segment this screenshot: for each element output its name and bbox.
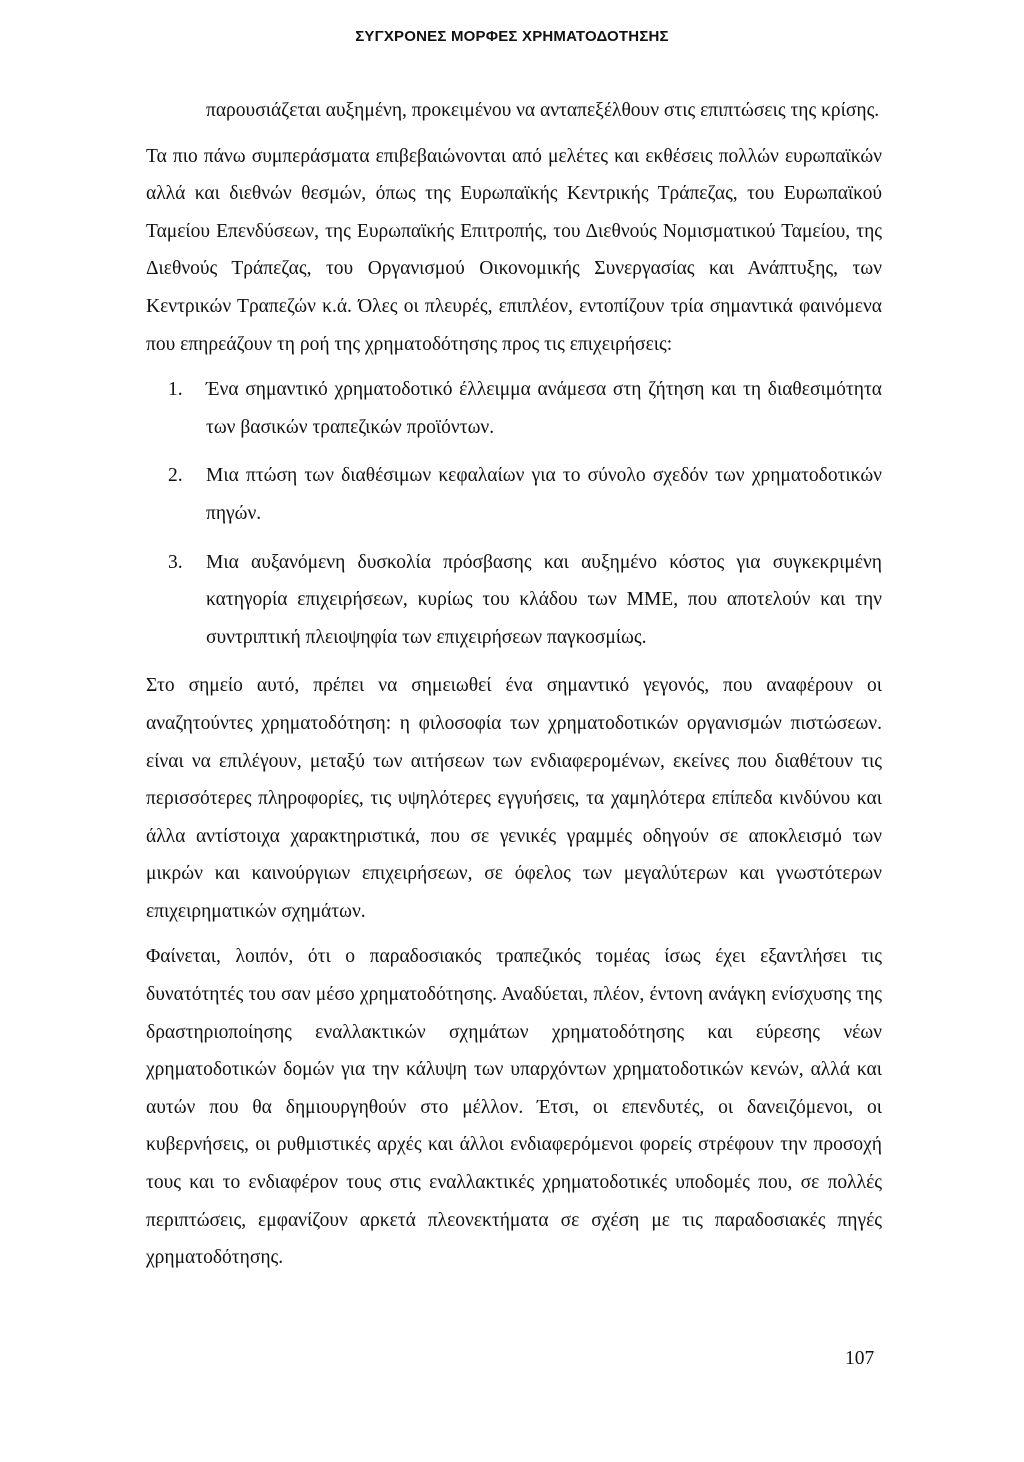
continuation-paragraph: παρουσιάζεται αυξημένη, προκειμένου να ανταπεξέλθουν στις επιπτώσεις της κρίσης.	[206, 100, 880, 121]
body-text	[146, 92, 882, 1277]
list-item	[146, 371, 882, 446]
list-item-number: 2.	[168, 465, 183, 487]
paragraph-conclusions: Τα πιο πάνω συμπεράσματα επιβεβαιώνονται από μελέτες και εκθέσεις πολλών ευρωπαϊκών αλλά και διεθνών θεσμών, όπως της Ευρωπαϊκής Κεντρικής Τράπεζας, του Ευρωπαϊκού Ταμείου Επενδύσεων, της Ευρωπαϊκής Επιτροπής, του Διεθνούς Νομισματικού Ταμείου, της Διεθνούς Τράπεζας, του Οργανισμού Οικονομικής Συνεργασίας και Ανάπτυξης, των Κεντρικών Τραπεζών κ.ά. Όλες οι πλευρές, επιπλέον, εντοπίζουν τρία σημαντικά φαινόμενα που επηρεάζουν τη ροή της χρηματοδότησης προς τις επιχειρήσεις:	[146, 145, 882, 355]
running-header: ΣΥΓΧΡΟΝΕΣ ΜΟΡΦΕΣ ΧΡΗΜΑΤΟΔΟΤΗΣΗΣ	[355, 28, 669, 45]
list-item-number: 3.	[168, 551, 183, 573]
list-item	[146, 544, 882, 657]
page-number: 107	[845, 1348, 875, 1369]
list-item-number: 1.	[168, 379, 183, 401]
paragraph-credit-philosophy: Στο σημείο αυτό, πρέπει να σημειωθεί ένα σημαντικό γεγονός, που αναφέρουν οι αναζητούντες χρηματοδότηση: η φιλοσοφία των χρηματοδοτικών οργανισμών πιστώσεων. είναι να επιλέγουν, μεταξύ των αιτήσεων των ενδιαφερομένων, εκείνες που διαθέτουν τις περισσότερες πληροφορίες, τις υψηλότερες εγγυήσεις, τα χαμηλότερα επίπεδα κινδύνου και άλλα αντίστοιχα χαρακτηριστικά, που σε γενικές γραμμές οδηγούν σε αποκλεισμό των μικρών και καινούργιων επιχειρήσεων, σε όφελος των μεγαλύτερων και γνωστότερων επιχειρηματικών σχημάτων.	[146, 675, 882, 922]
list-item	[146, 457, 882, 532]
list-item-text: Μια πτώση των διαθέσιμων κεφαλαίων για το σύνολο σχεδόν των χρηματοδοτικών πηγών.	[206, 465, 882, 524]
paragraph-alternative-financing: Φαίνεται, λοιπόν, ότι ο παραδοσιακός τραπεζικός τομέας ίσως έχει εξαντλήσει τις δυνατότητές του σαν μέσο χρηματοδότησης. Αναδύεται, πλέον, έντονη ανάγκη ενίσχυσης της δραστηριοποίησης εναλλακτικών σχημάτων χρηματοδότησης και εύρεσης νέων χρηματοδοτικών δομών για την κάλυψη των υπαρχόντων χρηματοδοτικών κενών, αλλά και αυτών που θα δημιουργηθούν στο μέλλον. Έτσι, οι επενδυτές, οι δανειζόμενοι, οι κυβερνήσεις, οι ρυθμιστικές αρχές και άλλοι ενδιαφερόμενοι φορείς στρέφουν την προσοχή τους και το ενδιαφέρον τους στις εναλλακτικές χρηματοδοτικές υποδομές που, σε πολλές περιπτώσεις, εμφανίζουν αρκετά πλεονεκτήματα σε σχέση με τις παραδοσιακές πηγές χρηματοδότησης.	[146, 946, 882, 1269]
list-item-text: Ένα σημαντικό χρηματοδοτικό έλλειμμα ανάμεσα στη ζήτηση και τη διαθεσιμότητα των βασικών τραπεζικών προϊόντων.	[206, 379, 882, 438]
phenomena-list	[146, 371, 882, 656]
list-item-text: Μια αυξανόμενη δυσκολία πρόσβασης και αυξημένο κόστος για συγκεκριμένη κατηγορία επιχειρήσεων, κυρίως του κλάδου των ΜΜΕ, που αποτελούν και την συντριπτική πλειοψηφία των επιχειρήσεων παγκοσμίως.	[206, 551, 882, 648]
